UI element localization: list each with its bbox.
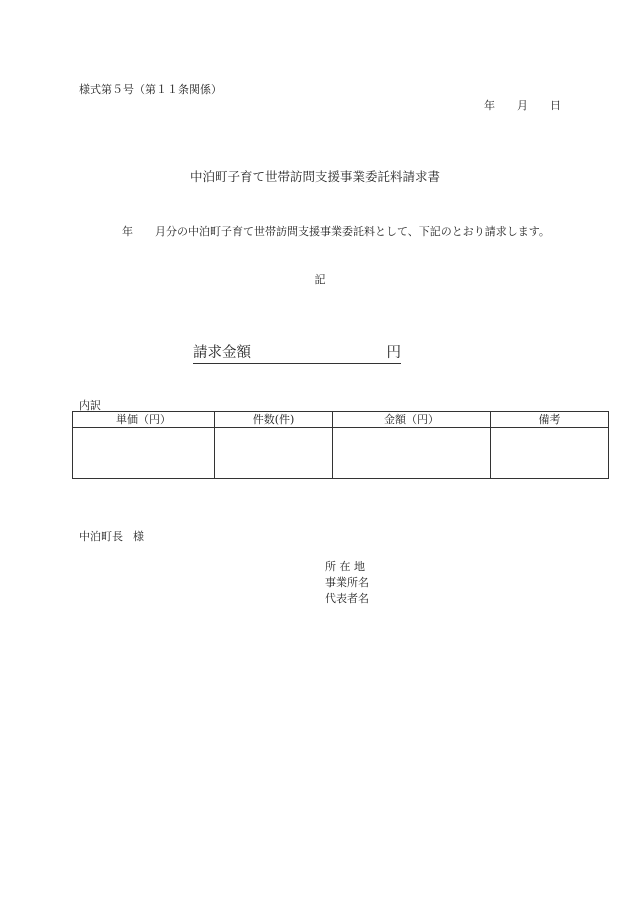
request-statement — [122, 223, 550, 239]
address-label: 所 在 地 — [325, 560, 365, 573]
applicant-block — [325, 559, 369, 607]
request-amount-line — [193, 341, 401, 364]
date-day-label: 日 — [550, 99, 561, 112]
unit-price-cell — [73, 428, 215, 479]
remarks-cell — [491, 428, 609, 479]
request-amount-unit: 円 — [386, 345, 401, 361]
amount-header: 金額（円） — [333, 412, 491, 428]
office-name-label: 事業所名 — [325, 576, 369, 589]
breakdown-header-row — [73, 412, 609, 428]
request-amount-label: 請求金額 — [193, 345, 251, 361]
statement-year-label: 年 — [122, 225, 133, 238]
addressee-name: 中泊町長 — [79, 530, 123, 543]
representative-label: 代表者名 — [325, 592, 369, 605]
count-cell — [215, 428, 333, 479]
form-number: 様式第５号（第１１条関係） — [79, 83, 222, 96]
unit-price-header: 単価（円） — [73, 412, 215, 428]
addressee-honorific: 様 — [133, 530, 144, 543]
breakdown-label: 内訳 — [79, 399, 101, 412]
remarks-header: 備考 — [491, 412, 609, 428]
breakdown-table — [72, 411, 609, 479]
amount-cell — [333, 428, 491, 479]
date-line — [484, 97, 561, 113]
date-month-label: 月 — [517, 99, 528, 112]
count-header: 件数(件) — [215, 412, 333, 428]
table-row — [73, 428, 609, 479]
ki-label: 記 — [314, 273, 326, 286]
statement-text: 月分の中泊町子育て世帯訪問支援事業委託料として、下記のとおり請求します。 — [155, 225, 550, 238]
addressee — [79, 528, 144, 544]
document-title: 中泊町子育て世帯訪問支援事業委託料請求書 — [189, 169, 440, 184]
date-year-label: 年 — [484, 99, 495, 112]
